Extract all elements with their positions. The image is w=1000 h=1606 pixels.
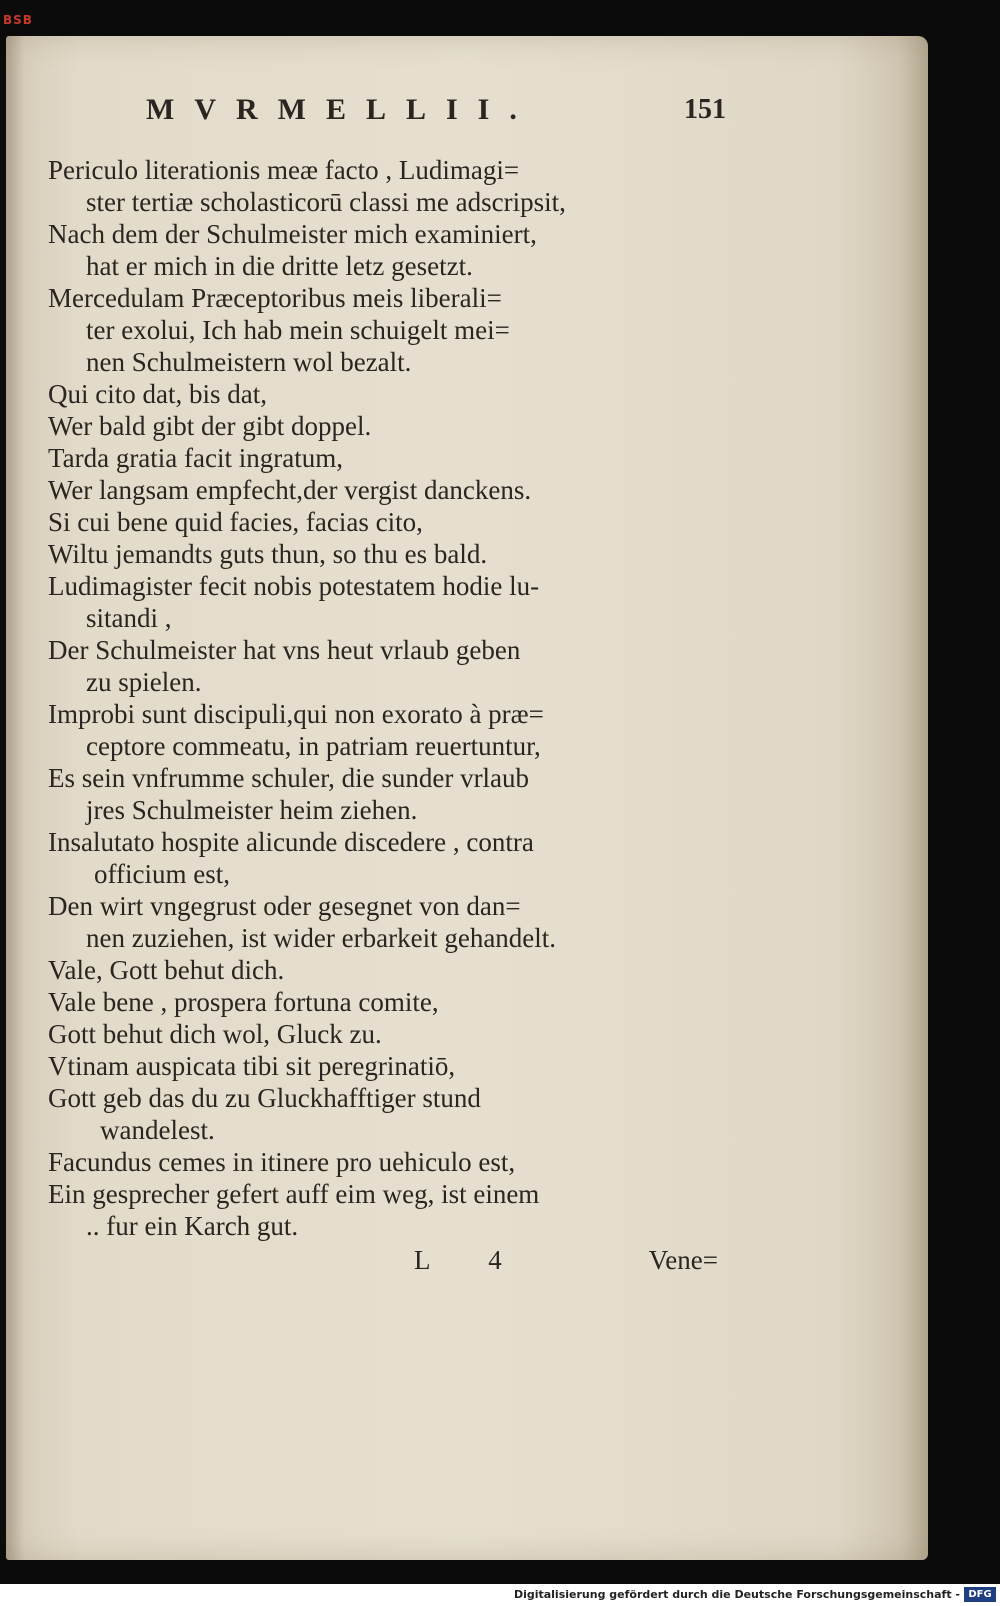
text-line: Wer langsam empfecht,der vergist danckens. [48,475,532,505]
text-line: Periculo literationis meæ facto , Ludimagi= [48,155,520,185]
text-line: Vale bene , prospera fortuna comite, [48,987,439,1017]
catchword: Vene= [648,1245,718,1275]
running-head: MVRMELLII. [146,93,537,126]
digitization-note: Digitalisierung gefördert durch die Deutsche Forschungsgemeinschaft - [513,1588,960,1601]
text-line: Mercedulam Præceptoribus meis liberali= [48,283,502,313]
text-line: officium est, [94,859,230,889]
text-line: Ludimagister fecit nobis potestatem hodie lu- [48,571,540,601]
text-line: ster tertiæ scholasticorū classi me adscripsit, [86,187,566,217]
text-line: nen Schulmeistern wol bezalt. [86,347,412,377]
text-line: ceptore commeatu, in patriam reuertuntur, [86,731,541,761]
text-line: Vtinam auspicata tibi sit peregrinatiō, [48,1051,456,1081]
signature-mark: L 4 [414,1245,528,1275]
text-block [48,93,726,1280]
text-line: Facundus cemes in itinere pro uehiculo est, [48,1147,516,1177]
text-line: Si cui bene quid facies, facias cito, [48,507,423,537]
text-line: Vale, Gott behut dich. [48,955,285,985]
text-line: Gott behut dich wol, Gluck zu. [48,1019,382,1049]
text-line: Qui cito dat, bis dat, [48,379,267,409]
text-line: Gott geb das du zu Gluckhafftiger stund [48,1083,481,1113]
text-line: wandelest. [100,1115,215,1145]
text-line: Wiltu jemandts guts thun, so thu es bald. [48,539,488,569]
text-lines [48,154,718,1242]
page-number: 151 [684,94,726,125]
text-line: jres Schulmeister heim ziehen. [86,795,418,825]
text-line: Nach dem der Schulmeister mich examiniert, [48,219,537,249]
text-line: Ein gesprecher gefert auff eim weg, ist einem [48,1179,540,1209]
dfg-logo: DFG [964,1587,996,1602]
book-page [6,36,928,1560]
text-line: sitandi , [86,603,172,633]
text-line: Tarda gratia facit ingratum, [48,443,343,473]
text-line: nen zuziehen, ist wider erbarkeit gehandelt. [86,923,557,953]
page-header [146,94,726,154]
text-line: .. fur ein Karch gut. [86,1211,299,1241]
digitization-bar [0,1584,1000,1606]
text-line: hat er mich in die dritte letz gesetzt. [86,251,473,281]
page-footer [48,1244,718,1280]
text-line: Insalutato hospite alicunde discedere , contra [48,827,534,857]
text-line: Der Schulmeister hat vns heut vrlaub geben [48,635,521,665]
text-line: Improbi sunt discipuli,qui non exorato à præ= [48,699,544,729]
library-mark: BSB [3,13,33,27]
text-line: Wer bald gibt der gibt doppel. [48,411,372,441]
text-line: zu spielen. [86,667,202,697]
text-line: Den wirt vngegrust oder gesegnet von dan= [48,891,521,921]
text-line: Es sein vnfrumme schuler, die sunder vrlaub [48,763,530,793]
text-line: ter exolui, Ich hab mein schuigelt mei= [86,315,510,345]
